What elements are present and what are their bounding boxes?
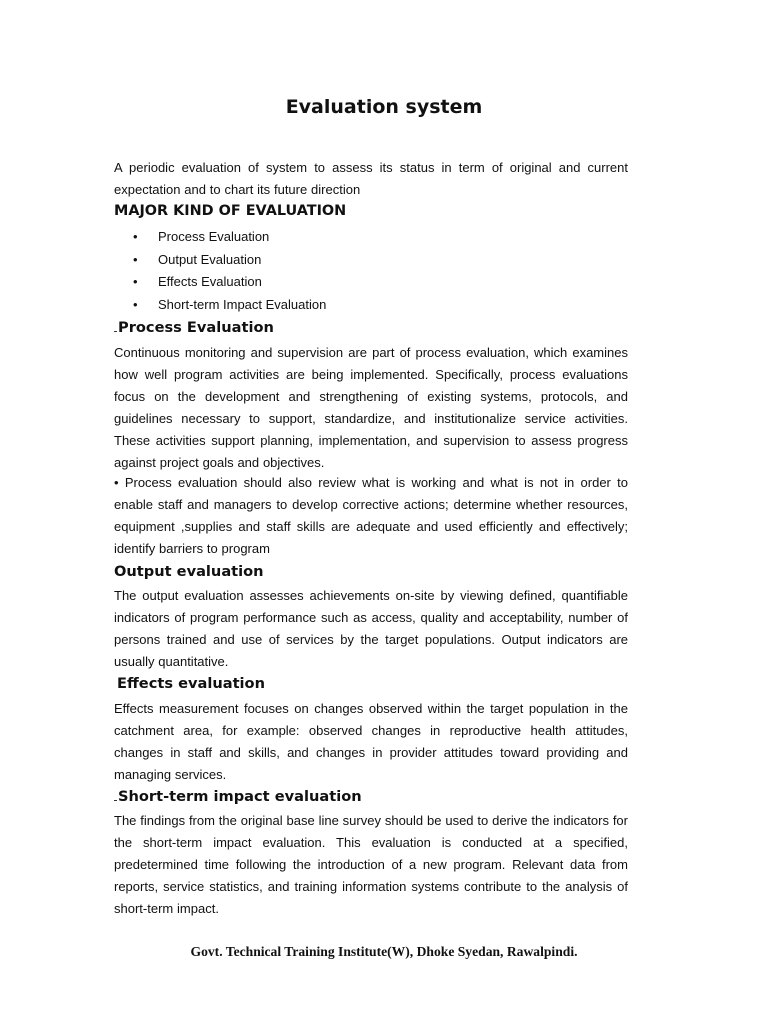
evaluation-kinds-list [114, 226, 326, 317]
list-item: • Output Evaluation [114, 249, 326, 272]
page-title: Evaluation system [285, 96, 483, 118]
impact-paragraph: The findings from the original base line survey should be used to derive the indicators for the short-term impact evaluation. This evaluation is conducted at a specified, predetermined time following the introduction of a new program. Relevant data from reports, service statistics, and training information systems contribute to the analysis of short-term impact. [114, 813, 628, 916]
effects-evaluation-heading: Effects evaluation [117, 675, 265, 692]
output-evaluation-heading: Output evaluation [114, 563, 264, 580]
intro-paragraph: A periodic evaluation of system to assess its status in term of original and current expectation and to chart its future direction [114, 160, 628, 197]
process-paragraph-1: Continuous monitoring and supervision are part of process evaluation, which examines how well program activities are being implemented. Specifically, process evaluations focus on the development and strengthening of existing systems, protocols, and guidelines necessary to support, standardize, and institutionalize service activities. These activities support planning, implementation, and supervision to assess progress against project goals and objectives. [114, 345, 628, 470]
institute-footer: Govt. Technical Training Institute(W), Dhoke Syedan, Rawalpindi. [190, 944, 578, 959]
process-heading-text: Process Evaluation [118, 319, 274, 336]
major-kind-heading: MAJOR KIND OF EVALUATION [114, 203, 347, 219]
output-paragraph: The output evaluation assesses achievements on-site by viewing defined, quantifiable indicators of program performance such as access, quality and acceptability, number of persons trained and use of services by the target populations. Output indicators are usually quantitative. [114, 588, 628, 669]
underline-mark [114, 790, 117, 801]
list-item: • Short-term Impact Evaluation [114, 294, 326, 317]
process-paragraph-2: • Process evaluation should also review what is working and what is not in order to enable staff and managers to develop corrective actions; determine whether resources, equipment ,supplies and staff skills are adequate and used efficiently and effectively; identify barriers to program [114, 475, 628, 556]
list-item: • Process Evaluation [114, 226, 326, 249]
short-term-impact-heading [114, 788, 362, 805]
list-item: • Effects Evaluation [114, 271, 326, 294]
effects-paragraph: Effects measurement focuses on changes observed within the target population in the catchment area, for example: observed changes in reproductive health attitudes, changes in staff and skills, and changes in provider attitudes toward providing and managing services. [114, 701, 628, 782]
impact-heading-text: Short-term impact evaluation [118, 788, 362, 805]
underline-mark [114, 321, 117, 332]
process-evaluation-heading [114, 319, 274, 336]
